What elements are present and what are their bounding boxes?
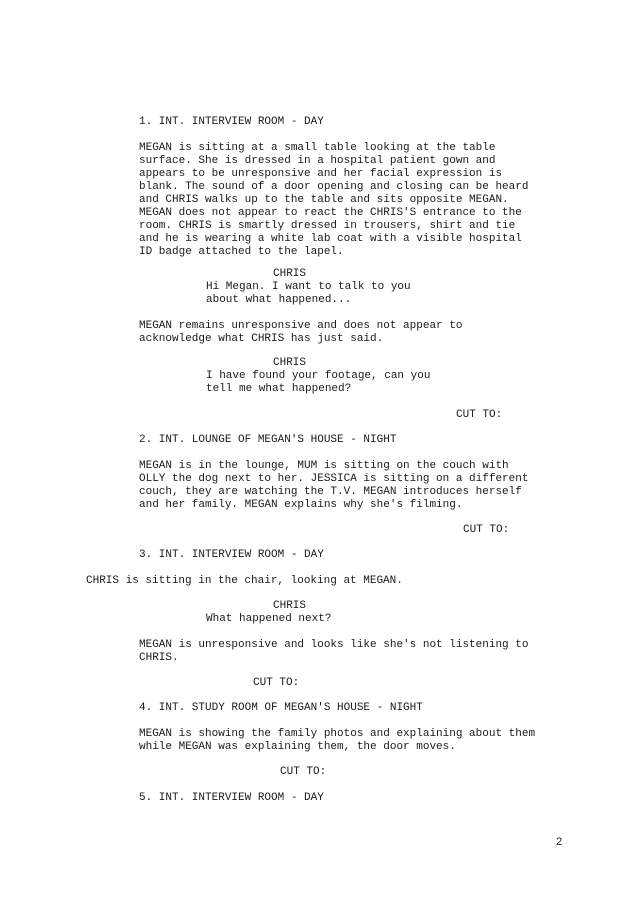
- scene-heading: 5. INT. INTERVIEW ROOM - DAY: [139, 792, 324, 804]
- action-line: MEGAN does not appear to react the CHRIS'S entrance to the: [139, 207, 522, 219]
- transition: CUT TO:: [463, 524, 510, 536]
- scene-heading: 4. INT. STUDY ROOM OF MEGAN'S HOUSE - NIGHT: [139, 702, 423, 714]
- scene-heading: 2. INT. LOUNGE OF MEGAN'S HOUSE - NIGHT: [139, 434, 397, 446]
- action-line: couch, they are watching the T.V. MEGAN introduces herself: [139, 486, 522, 498]
- scene-heading: 3. INT. INTERVIEW ROOM - DAY: [139, 549, 324, 561]
- character-name: CHRIS: [273, 268, 307, 280]
- action-line: MEGAN is sitting at a small table looking at the table: [139, 142, 496, 154]
- transition: CUT TO:: [456, 409, 503, 421]
- action-line: MEGAN remains unresponsive and does not appear to: [139, 320, 463, 332]
- dialogue-line: What happened next?: [206, 613, 332, 625]
- dialogue-line: about what happened...: [206, 294, 352, 306]
- action-line: OLLY the dog next to her. JESSICA is sitting on a different: [139, 473, 529, 485]
- action-line: blank. The sound of a door opening and closing can be heard: [139, 181, 529, 193]
- transition: CUT TO:: [280, 766, 327, 778]
- action-line: and CHRIS walks up to the table and sits opposite MEGAN.: [139, 194, 509, 206]
- character-name: CHRIS: [273, 357, 307, 369]
- action-line: acknowledge what CHRIS has just said.: [139, 333, 384, 345]
- action-line: MEGAN is in the lounge, MUM is sitting on the couch with: [139, 460, 509, 472]
- action-line: appears to be unresponsive and her facial expression is: [139, 168, 503, 180]
- transition: CUT TO:: [253, 677, 300, 689]
- dialogue-line: I have found your footage, can you: [206, 370, 431, 382]
- action-line: while MEGAN was explaining them, the door moves.: [139, 741, 456, 753]
- action-line: surface. She is dressed in a hospital patient gown and: [139, 155, 496, 167]
- action-line: CHRIS is sitting in the chair, looking at MEGAN.: [86, 575, 403, 587]
- action-line: CHRIS.: [139, 652, 179, 664]
- scene-heading: 1. INT. INTERVIEW ROOM - DAY: [139, 116, 324, 128]
- action-line: and her family. MEGAN explains why she's filming.: [139, 499, 463, 511]
- page-number: 2: [556, 836, 563, 848]
- dialogue-line: tell me what happened?: [206, 383, 352, 395]
- action-line: MEGAN is unresponsive and looks like she's not listening to: [139, 639, 529, 651]
- dialogue-line: Hi Megan. I want to talk to you: [206, 281, 411, 293]
- action-line: room. CHRIS is smartly dressed in trousers, shirt and tie: [139, 220, 516, 232]
- action-line: MEGAN is showing the family photos and explaining about them: [139, 728, 536, 740]
- action-line: ID badge attached to the lapel.: [139, 246, 344, 258]
- character-name: CHRIS: [273, 600, 307, 612]
- action-line: and he is wearing a white lab coat with a visible hospital: [139, 233, 522, 245]
